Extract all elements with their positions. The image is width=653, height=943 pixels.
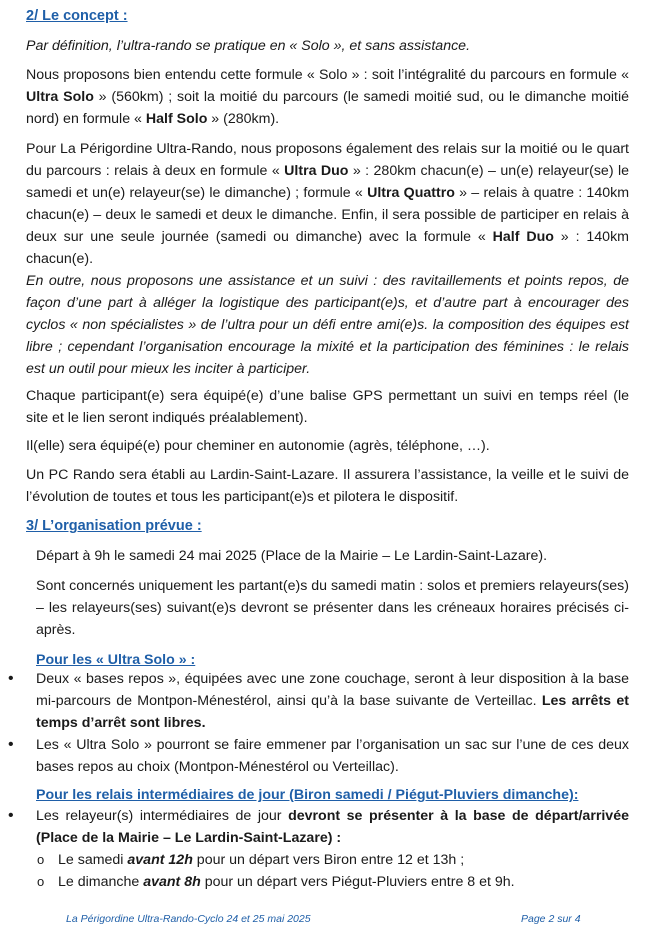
subheading-ultra-solo: Pour les « Ultra Solo » : — [36, 652, 196, 668]
bullet-dot-icon: • — [8, 807, 14, 824]
paragraph-relais: Pour La Périgordine Ultra-Rando, nous proposons également des relais sur la moitié ou le quart du parcours : relais à deux en formule « Ultra Duo » : 280km chacun(e) – un(e) relayeur(se) le samedi et un(e) relayeur(se) le dimanche) ; formule « Ultra Quattro » – relais à quatre : 140km chacun(e) – deux le samedi et deux le dimanche. Enfin, il sera possible de participer en relais à deux sur une seule journée (samedi ou dimanche) avec la formule « Half Duo » : 140km chacun(e). — [26, 141, 630, 267]
bullet-dot-icon: • — [8, 736, 14, 753]
bullet-circle-icon: o — [37, 874, 45, 889]
footer-title: La Périgordine Ultra-Rando-Cyclo 24 et 25 mai 2025 — [66, 913, 311, 925]
paragraph-solo: Nous proposons bien entendu cette formule « Solo » : soit l’intégralité du parcours en formule « Ultra Solo » (560km) ; soit la moitié du parcours (le samedi moitié sud, ou le dimanche moitié nord) en formule « Half Solo » (280km). — [26, 67, 629, 127]
list-item-bases-repos: Deux « bases repos », équipées avec une zone couchage, seront à leur disposition à la base mi-parcours de Montpon-Ménestérol, ainsi qu’à la base suivante de Verteillac. Les arrêts et temps d’arrêt sont libres. — [36, 671, 629, 731]
formula-half-solo: Half Solo — [145, 111, 208, 127]
section-heading-organisation: 3/ L’organisation prévue : — [26, 518, 202, 534]
formula-ultra-quattro: Ultra Quattro — [367, 185, 455, 201]
list-item-relayeurs: Les relayeur(s) intermédiaires de jour devront se présenter à la base de départ/arrivée (Place de la Mairie – Le Lardin-Saint-Lazare) : — [36, 808, 629, 846]
paragraph-assistance: En outre, nous proposons une assistance et un suivi : des ravitaillements et points repos, de façon d’une part à alléger la logistique des participant(e)s, et d’autre part à encourager des cyclos « non spécialistes » de l’ultra pour un défi entre ami(e)s. la composition des équipes est libre ; cependant l’organisation encourage la mixité et la participation des féminines : le relais est un outil pour mieux les inciter à participer. — [26, 273, 629, 377]
section-heading-concept: 2/ Le concept : — [26, 8, 128, 24]
paragraph-depart: Départ à 9h le samedi 24 mai 2025 (Place de la Mairie – Le Lardin-Saint-Lazare). — [36, 548, 548, 564]
paragraph-pc-rando: Un PC Rando sera établi au Lardin-Saint-Lazare. Il assurera l’assistance, la veille et le suivi de l’évolution de toutes et tous les participant(e)s et pilotera le dispositif. — [26, 467, 629, 505]
paragraph-autonomie: Il(elle) sera équipé(e) pour cheminer en autonomie (agrès, téléphone, …). — [26, 438, 490, 454]
formula-ultra-duo: Ultra Duo — [284, 163, 349, 179]
bullet-dot-icon: • — [8, 670, 14, 687]
subheading-relais-intermediaires: Pour les relais intermédiaires de jour (Biron samedi / Piégut-Pluviers dimanche): — [36, 787, 579, 803]
bullet-circle-icon: o — [37, 852, 45, 867]
list-item-sac: Les « Ultra Solo » pourront se faire emmener par l’organisation un sac sur l’une de ces deux bases repos au choix (Montpon-Ménestérol ou Verteillac). — [36, 737, 629, 775]
paragraph-gps: Chaque participant(e) sera équipé(e) d’une balise GPS permettant un suivi en temps réel (le site et le lien seront indiqués préalablement). — [26, 388, 629, 426]
formula-half-duo: Half Duo — [492, 229, 554, 245]
sub-list-item-dimanche: Le dimanche avant 8h pour un départ vers Piégut-Pluviers entre 8 et 9h. — [58, 874, 515, 890]
sub-list-item-samedi: Le samedi avant 12h pour un départ vers Biron entre 12 et 13h ; — [58, 852, 465, 868]
paragraph-definition: Par définition, l’ultra-rando se pratique en « Solo », et sans assistance. — [26, 38, 471, 54]
footer-page-number: Page 2 sur 4 — [521, 913, 581, 925]
formula-ultra-solo: Ultra Solo — [26, 89, 94, 105]
paragraph-concernes: Sont concernés uniquement les partant(e)s du samedi matin : solos et premiers relayeurs(ses) – les relayeurs(ses) suivant(e)s devront se présenter dans les créneaux horaires précisés ci-après. — [36, 578, 629, 638]
